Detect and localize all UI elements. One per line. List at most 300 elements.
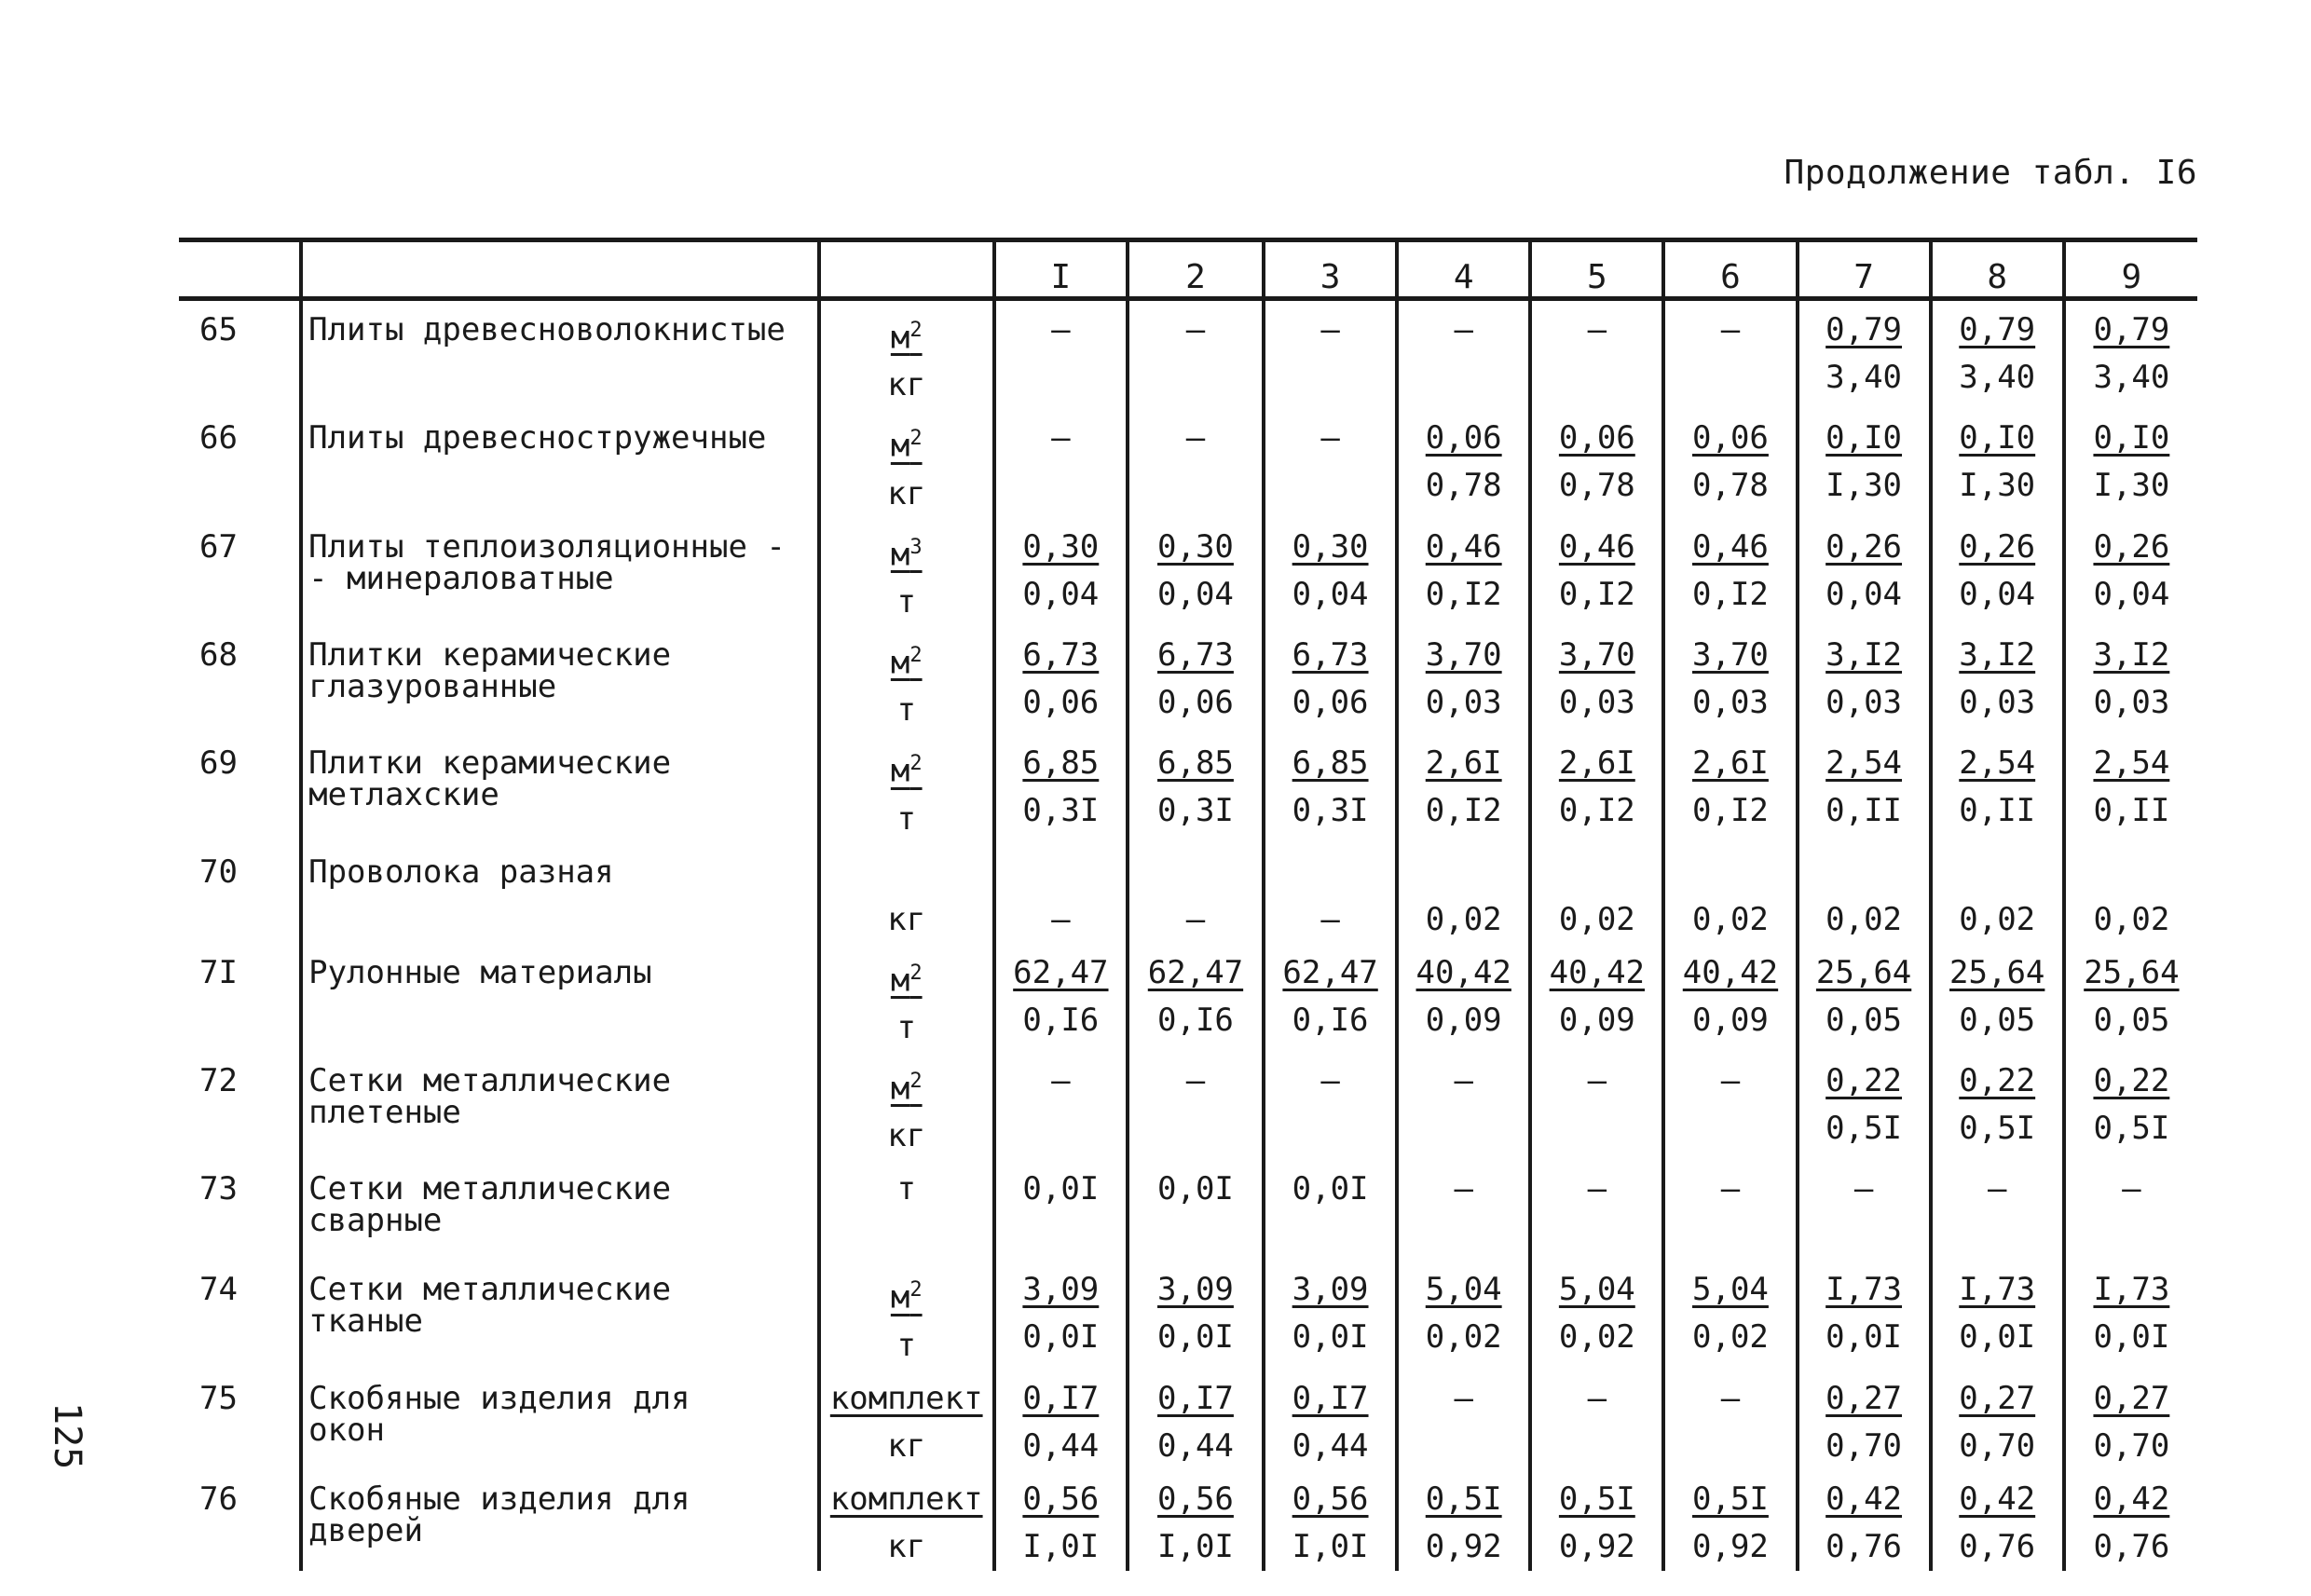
value-secondary: 0,44 [1292, 1426, 1369, 1465]
column-header: 5 [1530, 240, 1663, 299]
value-primary [1538, 849, 1656, 896]
value-secondary: 0,04 [1022, 575, 1100, 613]
value-primary: 0,56 [1292, 1480, 1369, 1518]
value-secondary: 0,03 [1826, 683, 1903, 721]
value-cell [1397, 1470, 1530, 1571]
value-cell [1264, 1470, 1397, 1571]
value-cell [1798, 299, 1931, 410]
value-secondary: 0,0I [1292, 1318, 1369, 1357]
material-name-line: Сетки металлические [308, 1271, 672, 1309]
value-primary: – [1454, 311, 1473, 348]
value-secondary: 0,5I [1959, 1109, 2036, 1147]
value-secondary: I,0I [1157, 1527, 1234, 1565]
value-secondary: 0,06 [1157, 683, 1234, 721]
unit-secondary: т [896, 582, 916, 621]
value-primary [1135, 849, 1256, 896]
value-secondary [1671, 1423, 1789, 1470]
material-name-line: сварные [308, 1202, 443, 1240]
value-cell [1530, 1261, 1663, 1369]
value-primary: 0,42 [1959, 1480, 2036, 1518]
value-primary: 0,56 [1022, 1480, 1100, 1518]
value-secondary: 3,40 [1826, 359, 1903, 396]
row-number: 74 [199, 1271, 238, 1309]
column-header: I [994, 240, 1128, 299]
value-secondary: 0,05 [2093, 1001, 2170, 1039]
value-primary: – [1320, 419, 1340, 457]
material-name-line: Плиты древесноволокнистые [308, 311, 786, 348]
value-secondary [1002, 1213, 1120, 1261]
value-cell [1931, 1470, 2064, 1571]
material-name [301, 518, 819, 626]
value-cell [1931, 1370, 2064, 1470]
value-secondary: 0,70 [1826, 1426, 1903, 1465]
unit-primary: $м^2$ [890, 1069, 923, 1108]
value-secondary: 0,02 [1826, 900, 1903, 938]
unit-secondary [827, 1213, 987, 1261]
value-secondary: 0,I6 [1022, 1001, 1100, 1039]
value-cell [2064, 1160, 2197, 1261]
unit-cell [819, 1261, 994, 1369]
value-primary: 3,70 [1558, 635, 1635, 674]
value-cell [1663, 944, 1797, 1052]
table-row [179, 1160, 2197, 1261]
value-cell [1264, 1261, 1397, 1369]
value-primary: 0,06 [1692, 419, 1769, 457]
unit-primary [827, 849, 987, 896]
unit-secondary: т [896, 799, 916, 838]
value-primary: 2,6I [1425, 744, 1502, 783]
value-secondary: 0,II [2093, 792, 2170, 830]
value-cell [1264, 409, 1397, 517]
row-number: 67 [199, 527, 238, 566]
value-secondary: 0,02 [1425, 1318, 1502, 1357]
value-secondary [1135, 462, 1256, 510]
value-primary: 3,70 [1692, 635, 1769, 674]
table-row [179, 843, 2197, 944]
value-primary: 3,09 [1022, 1271, 1100, 1309]
value-secondary: 0,06 [1292, 683, 1369, 721]
value-cell [1798, 734, 1931, 842]
value-secondary [1002, 1105, 1120, 1153]
value-secondary [1135, 354, 1256, 402]
value-cell [2064, 843, 2197, 944]
value-cell [1397, 944, 1530, 1052]
value-cell [1663, 734, 1797, 842]
value-primary: – [1185, 1061, 1206, 1099]
value-cell [1128, 518, 1264, 626]
value-primary: – [1720, 1170, 1741, 1208]
table-body [179, 299, 2197, 1571]
unit-primary: комплект [829, 1480, 983, 1518]
table-row [179, 1470, 2197, 1571]
material-name [301, 944, 819, 1052]
material-name [301, 734, 819, 842]
value-cell [994, 409, 1128, 517]
value-primary: 25,64 [1815, 953, 1912, 991]
unit-primary: $м^2$ [890, 961, 923, 999]
value-secondary: 0,78 [1692, 467, 1769, 505]
value-cell [1663, 626, 1797, 734]
value-cell [1798, 1160, 1931, 1261]
value-primary: 2,54 [2093, 744, 2170, 783]
unit-primary: $м^2$ [890, 1278, 923, 1316]
value-primary: 0,27 [1826, 1379, 1903, 1417]
value-cell [1798, 409, 1931, 517]
value-cell [1931, 626, 2064, 734]
value-secondary: 0,I2 [1558, 575, 1635, 613]
value-secondary: 0,03 [1425, 683, 1502, 721]
unit-secondary: кг [887, 366, 926, 404]
value-cell [1397, 1052, 1530, 1160]
value-secondary: 0,5I [2093, 1109, 2170, 1147]
row-number: 69 [199, 744, 238, 783]
value-primary: 0,I7 [1022, 1379, 1100, 1417]
value-primary: 6,85 [1292, 744, 1369, 783]
value-secondary: 0,0I [1826, 1318, 1903, 1357]
value-secondary: 0,02 [1692, 900, 1769, 938]
value-cell [1128, 1261, 1264, 1369]
material-name [301, 1052, 819, 1160]
column-header: 9 [2064, 240, 2197, 299]
table-row [179, 1370, 2197, 1470]
value-cell [1397, 734, 1530, 842]
value-primary: 0,I7 [1292, 1379, 1369, 1417]
value-primary: 3,09 [1157, 1271, 1234, 1309]
value-secondary: 0,05 [1959, 1001, 2036, 1039]
value-cell [1128, 1160, 1264, 1261]
column-header: 6 [1663, 240, 1797, 299]
value-secondary: 0,76 [1826, 1527, 1903, 1565]
value-cell [1931, 1160, 2064, 1261]
value-primary: 40,42 [1682, 953, 1779, 991]
value-primary: – [1720, 1379, 1741, 1417]
value-secondary: 0,0I [1959, 1318, 2036, 1357]
column-header: 2 [1128, 240, 1264, 299]
value-primary: 0,42 [2093, 1480, 2170, 1518]
value-secondary: 0,0I [2093, 1318, 2170, 1357]
value-cell [994, 518, 1128, 626]
value-primary: – [1587, 1061, 1607, 1099]
value-cell [1530, 409, 1663, 517]
column-header: 7 [1798, 240, 1931, 299]
value-cell [1663, 1160, 1797, 1261]
value-cell [1931, 1261, 2064, 1369]
value-cell [1128, 1370, 1264, 1470]
unit-primary: $м^2$ [890, 643, 923, 682]
value-secondary: 0,09 [1692, 1001, 1769, 1039]
table-row [179, 409, 2197, 517]
material-name-line: Сетки металлические [308, 1061, 672, 1099]
value-primary: – [1454, 1061, 1473, 1099]
value-secondary [1671, 354, 1789, 402]
value-cell [1931, 944, 2064, 1052]
value-cell [1128, 1470, 1264, 1571]
value-primary: – [1320, 1061, 1340, 1099]
material-name-line: тканые [308, 1303, 423, 1341]
value-primary: – [1454, 1379, 1473, 1417]
value-primary: 0,I7 [1157, 1379, 1234, 1417]
value-cell [1530, 944, 1663, 1052]
value-primary: 25,64 [2084, 953, 2180, 991]
value-cell [1264, 734, 1397, 842]
value-secondary [1002, 354, 1120, 402]
value-secondary [1271, 1105, 1389, 1153]
value-primary: 0,79 [1959, 311, 2036, 348]
value-cell [994, 299, 1128, 410]
value-secondary [1538, 1423, 1656, 1470]
value-secondary: I,0I [1022, 1527, 1100, 1565]
value-primary [1002, 849, 1120, 896]
value-secondary: I,30 [1826, 467, 1903, 505]
value-secondary: 0,I2 [1692, 575, 1769, 613]
value-primary: 0,30 [1022, 527, 1100, 566]
value-secondary [1805, 1213, 1923, 1261]
value-cell [2064, 626, 2197, 734]
unit-cell [819, 626, 994, 734]
material-name-line: плетеные [308, 1093, 461, 1131]
unit-secondary: кг [887, 474, 926, 512]
value-cell [1530, 1370, 1663, 1470]
value-cell [994, 1470, 1128, 1571]
unit-cell [819, 1370, 994, 1470]
value-cell [1264, 1370, 1397, 1470]
value-cell [1798, 626, 1931, 734]
value-cell [1397, 299, 1530, 410]
value-cell [1530, 1160, 1663, 1261]
value-cell [1264, 518, 1397, 626]
column-header [301, 240, 819, 299]
value-secondary [1404, 1105, 1523, 1153]
value-primary: 0,I0 [1959, 419, 2036, 457]
value-secondary [2072, 1213, 2192, 1261]
value-primary: 0,22 [1959, 1061, 2036, 1099]
value-primary: 0,46 [1558, 527, 1635, 566]
value-cell [1530, 518, 1663, 626]
unit-cell [819, 1470, 994, 1571]
value-cell [1931, 299, 2064, 410]
value-cell [1397, 843, 1530, 944]
value-cell [1931, 843, 2064, 944]
value-secondary: 0,I2 [1692, 792, 1769, 830]
material-name-line: Скобяные изделия для [308, 1480, 691, 1518]
row-number: 75 [199, 1379, 238, 1417]
material-name-line: Скобяные изделия для [308, 1379, 691, 1417]
value-primary: – [1587, 1170, 1607, 1208]
value-primary: 2,54 [1826, 744, 1903, 783]
value-secondary: 0,76 [1959, 1527, 2036, 1565]
value-primary: 0,06 [1425, 419, 1502, 457]
material-name [301, 1470, 819, 1571]
value-secondary [1135, 1213, 1256, 1261]
value-cell [1264, 1052, 1397, 1160]
unit-cell [819, 734, 994, 842]
value-cell [1663, 409, 1797, 517]
value-primary: 0,5I [1692, 1480, 1769, 1518]
value-primary [1805, 849, 1923, 896]
value-secondary: 0,II [1826, 792, 1903, 830]
value-cell [1128, 409, 1264, 517]
value-cell [1663, 518, 1797, 626]
value-secondary [1938, 1213, 2057, 1261]
row-number: 66 [199, 419, 238, 457]
value-secondary: 0,I2 [1425, 792, 1502, 830]
material-name-line: окон [308, 1411, 385, 1449]
value-primary: 0,42 [1826, 1480, 1903, 1518]
material-name [301, 1261, 819, 1369]
value-secondary [1271, 1213, 1389, 1261]
value-primary: 0,56 [1157, 1480, 1234, 1518]
value-cell [1264, 299, 1397, 410]
value-secondary [1538, 1105, 1656, 1153]
table-row [179, 626, 2197, 734]
value-secondary: 0,04 [1292, 575, 1369, 613]
value-secondary: 0,44 [1157, 1426, 1234, 1465]
value-primary: 6,73 [1022, 635, 1100, 674]
value-cell [1663, 1261, 1797, 1369]
value-secondary: 0,78 [1558, 467, 1635, 505]
value-primary: I,73 [1826, 1271, 1903, 1309]
value-primary: I,73 [2093, 1271, 2170, 1309]
value-cell [1530, 299, 1663, 410]
unit-primary: $м^2$ [890, 752, 923, 790]
unit-cell [819, 843, 994, 944]
value-primary [1271, 849, 1389, 896]
value-secondary: 0,06 [1022, 683, 1100, 721]
value-primary: 2,6I [1692, 744, 1769, 783]
value-cell [1931, 734, 2064, 842]
value-primary: 0,I0 [1826, 419, 1903, 457]
material-name-line: Плиты древесностружечные [308, 419, 767, 457]
unit-secondary: т [896, 691, 916, 730]
value-primary: 0,5I [1558, 1480, 1635, 1518]
value-primary: 0,22 [1826, 1061, 1903, 1099]
value-cell [1663, 843, 1797, 944]
column-header: 4 [1397, 240, 1530, 299]
value-secondary [1538, 1213, 1656, 1261]
material-name-line [308, 888, 812, 920]
value-secondary: 0,70 [2093, 1426, 2170, 1465]
value-cell [1264, 944, 1397, 1052]
value-secondary [1538, 354, 1656, 402]
value-secondary: 0,09 [1558, 1001, 1635, 1039]
value-primary: – [1720, 1061, 1741, 1099]
value-secondary: 0,I6 [1292, 1001, 1369, 1039]
value-cell [1128, 734, 1264, 842]
value-primary: 0,46 [1425, 527, 1502, 566]
value-secondary: 0,0I [1022, 1318, 1100, 1357]
value-cell [994, 843, 1128, 944]
value-primary: 0,30 [1157, 527, 1234, 566]
value-secondary: 0,I2 [1558, 792, 1635, 830]
value-secondary: 0,44 [1022, 1426, 1100, 1465]
value-cell [994, 1052, 1128, 1160]
value-primary: 5,04 [1425, 1271, 1502, 1309]
value-cell [1128, 299, 1264, 410]
column-header: 8 [1931, 240, 2064, 299]
unit-primary: комплект [829, 1379, 983, 1417]
value-secondary: 0,05 [1826, 1001, 1903, 1039]
material-name [301, 1370, 819, 1470]
value-primary: – [1587, 311, 1607, 348]
material-name-line: метлахские [308, 776, 499, 814]
value-primary: – [1185, 419, 1206, 457]
value-cell [1798, 1261, 1931, 1369]
table-caption: Продолжение табл. I6 [1784, 154, 2197, 192]
value-primary: 0,26 [1959, 527, 2036, 566]
value-primary: 0,22 [2093, 1061, 2170, 1099]
value-cell [2064, 409, 2197, 517]
table-row [179, 944, 2197, 1052]
value-secondary: – [1185, 900, 1206, 938]
value-primary: 3,09 [1292, 1271, 1369, 1309]
value-secondary [1671, 1105, 1789, 1153]
value-cell [1264, 843, 1397, 944]
material-name [301, 1160, 819, 1261]
value-secondary: 0,92 [1558, 1527, 1635, 1565]
material-name-line [308, 346, 812, 377]
unit-cell [819, 944, 994, 1052]
value-secondary: 0,02 [1558, 900, 1635, 938]
column-header: 3 [1264, 240, 1397, 299]
value-secondary: 0,I2 [1425, 575, 1502, 613]
value-primary: 0,79 [1826, 311, 1903, 348]
row-number: 65 [199, 311, 238, 348]
value-secondary [1271, 354, 1389, 402]
value-secondary: 0,5I [1826, 1109, 1903, 1147]
value-cell [994, 1261, 1128, 1369]
value-primary: – [2122, 1170, 2141, 1208]
value-primary [1938, 849, 2057, 896]
value-cell [1798, 1470, 1931, 1571]
table-row [179, 518, 2197, 626]
value-primary: 6,85 [1022, 744, 1100, 783]
value-secondary: 0,0I [1157, 1318, 1234, 1357]
value-secondary: 3,40 [2093, 359, 2170, 396]
value-secondary: 3,40 [1959, 359, 2036, 396]
value-primary: 0,I0 [2093, 419, 2170, 457]
material-name-line: дверей [308, 1511, 423, 1549]
value-primary: 0,5I [1425, 1480, 1502, 1518]
value-cell [1128, 1052, 1264, 1160]
value-primary: 5,04 [1692, 1271, 1769, 1309]
table-row [179, 299, 2197, 410]
value-cell [1798, 1052, 1931, 1160]
unit-secondary: кг [887, 900, 926, 938]
value-primary [2072, 849, 2192, 896]
value-secondary: I,30 [2093, 467, 2170, 505]
value-cell [1663, 299, 1797, 410]
value-cell [2064, 1470, 2197, 1571]
unit-secondary: кг [887, 1117, 926, 1155]
value-primary: 0,46 [1692, 527, 1769, 566]
table-row [179, 1261, 2197, 1369]
value-primary: 0,06 [1558, 419, 1635, 457]
value-secondary: – [1051, 900, 1071, 938]
value-cell [2064, 518, 2197, 626]
value-cell [1663, 1470, 1797, 1571]
unit-secondary: т [896, 1008, 916, 1046]
value-secondary: 0,3I [1157, 792, 1234, 830]
value-cell [994, 1160, 1128, 1261]
unit-primary: $м^3$ [890, 535, 923, 573]
value-primary [1671, 849, 1789, 896]
value-primary: 0,26 [1826, 527, 1903, 566]
value-cell [1931, 409, 2064, 517]
value-primary: – [1454, 1170, 1473, 1208]
value-cell [2064, 1052, 2197, 1160]
value-secondary: I,0I [1292, 1527, 1369, 1565]
value-primary: 5,04 [1558, 1271, 1635, 1309]
